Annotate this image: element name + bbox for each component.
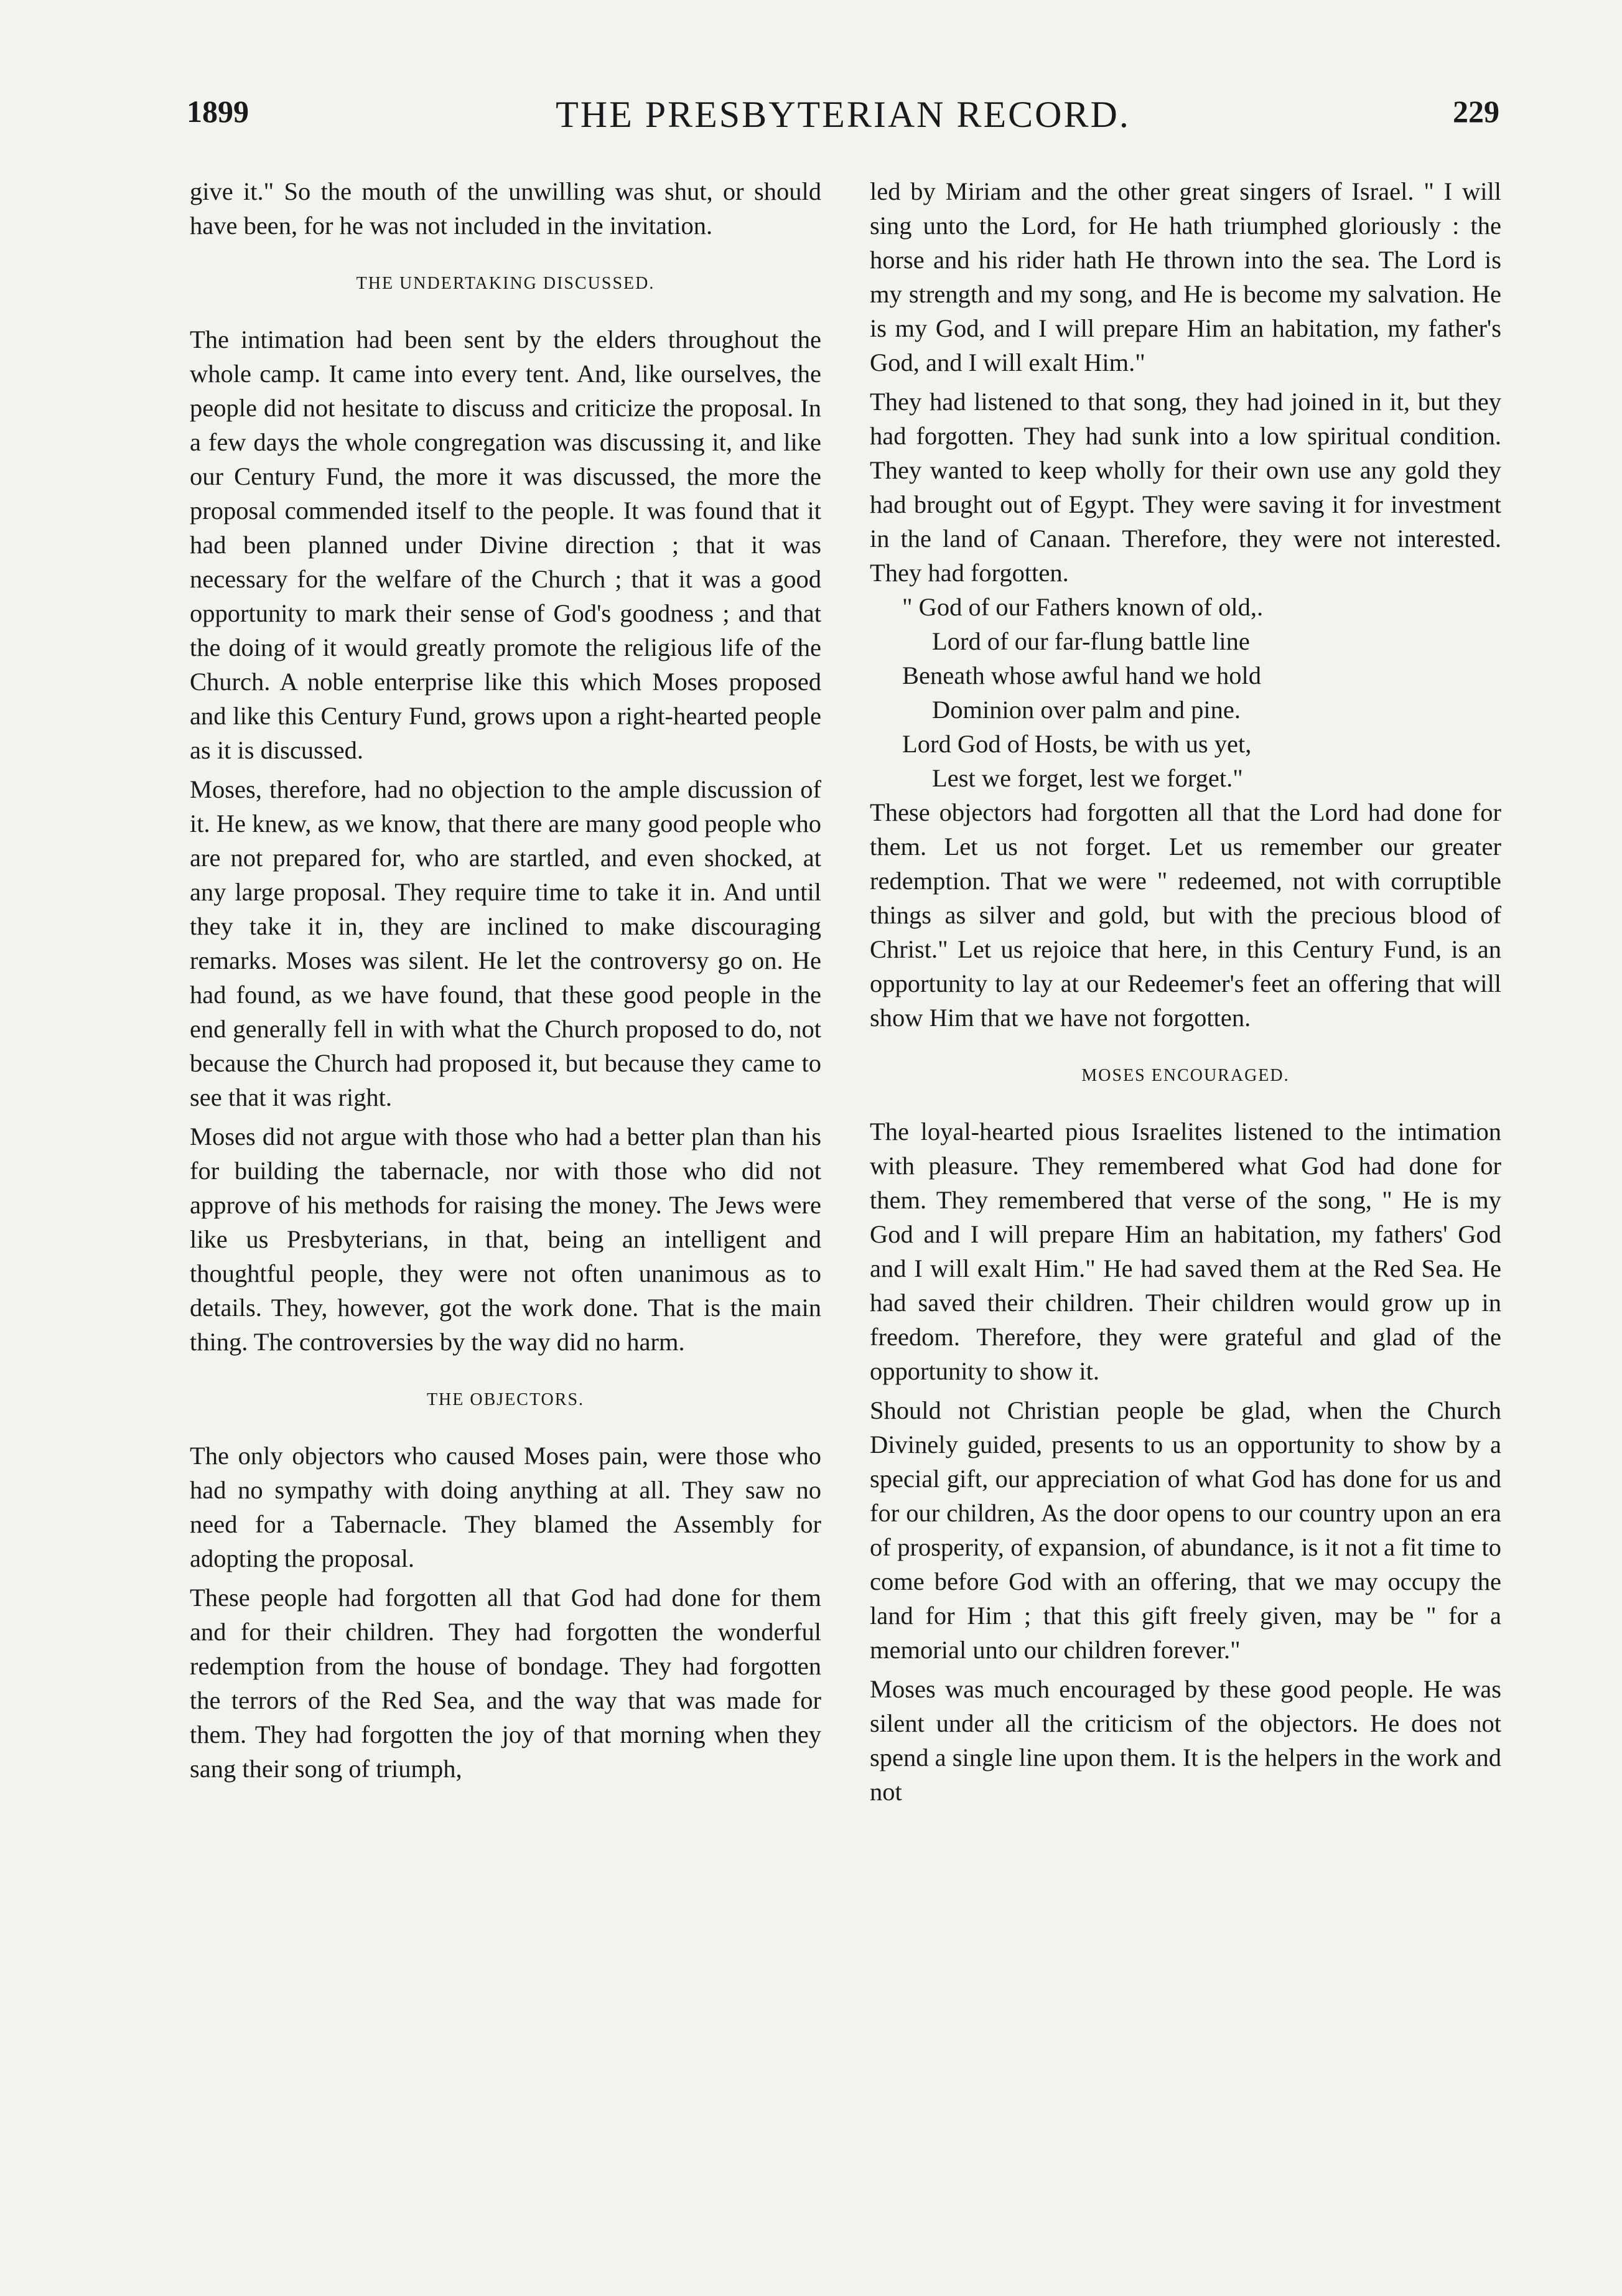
- poem-line: Lest we forget, lest we forget.": [932, 764, 1243, 792]
- header-year: 1899: [187, 94, 249, 129]
- paragraph: They had listened to that song, they had joined in it, but they had forgotten. They had sunk into a low spiritual condition. They wanted to keep wholly for their own use any gold they had brought out of Egypt. They were saving it for investment in the land of Canaan. Therefore, they were not interested. They had forgotten.: [870, 388, 1501, 587]
- paragraph: Should not Christian people be glad, when the Church Divinely guided, presents to us an opportunity to show by a special gift, our appreciation of what God has done for us and for our children, As the door opens to our country upon an era of prosperity, of expansion, of abundance, is it not a fit time to come before God with an offering, that we may occupy the land for Him ; that this gift freely given, may be " for a memorial unto our children forever.": [870, 1396, 1501, 1664]
- paragraph: Moses did not argue with those who had a better plan than his for building the tabernacle, nor with those who did not approve of his methods for raising the money. The Jews were like us Presbyterians, in that, being an intelligent and thoughtful people, they were not often unanimous as to details. They, however, got the work done. That is the main thing. The controversies by the way did no harm.: [190, 1122, 821, 1356]
- paragraph: led by Miriam and the other great singers of Israel. " I will sing unto the Lord, for He hath triumphed gloriously : the horse and his rider hath He thrown into the sea. The Lord is my strength and my song, and He is become my salvation. He is my God, and I will prepare Him an habitation, my father's God, and I will exalt Him.": [870, 177, 1501, 376]
- section-heading-moses-encouraged: MOSES ENCOURAGED.: [1081, 1066, 1290, 1085]
- poem-line: " God of our Fathers known of old,.: [902, 593, 1264, 621]
- page-number: 229: [1453, 94, 1499, 129]
- publication-title: THE PRESBYTERIAN RECORD.: [556, 94, 1130, 135]
- poem-line: Dominion over palm and pine.: [932, 696, 1241, 724]
- poem-line: Beneath whose awful hand we hold: [902, 661, 1261, 689]
- poem-line: Lord of our far-flung battle line: [932, 627, 1250, 655]
- poem-quote: [870, 590, 1501, 795]
- section-heading-undertaking: THE UNDERTAKING DISCUSSED.: [356, 274, 655, 293]
- page-header: [187, 93, 1499, 149]
- paragraph: The loyal-hearted pious Israelites listened to the intimation with pleasure. They remembered what God had done for them. They remembered that verse of the song, " He is my God and I will prepare Him an habitation, my fathers' God and I will exalt Him." He had saved them at the Red Sea. He had saved their children. Their children would grow up in freedom. Therefore, they were grateful and glad of the opportunity to show it.: [870, 1118, 1501, 1385]
- opening-text: give it." So the mouth of the unwilling was shut, or should have been, for he was not included in the invitation.: [190, 177, 821, 240]
- paragraph: These people had forgotten all that God had done for them and for their children. They had forgotten the wonderful redemption from the house of bondage. They had forgotten the terrors of the Red Sea, and the way that was made for them. They had forgotten the joy of that morning when they sang their song of triumph,: [190, 1584, 821, 1783]
- poem-line: Lord God of Hosts, be with us yet,: [902, 730, 1252, 758]
- paragraph: Moses was much encouraged by these good people. He was silent under all the criticism of the objectors. He does not spend a single line upon them. It is the helpers in the work and not: [870, 1675, 1501, 1806]
- paragraph: Moses, therefore, had no objection to the ample discussion of it. He knew, as we know, that there are many good people who are not prepared for, who are startled, and even shocked, at any large proposal. They require time to take it in. And until they take it in, they are inclined to make discouraging remarks. Moses was silent. He let the controversy go on. He had found, as we have found, that these good people in the end generally fell in with what the Church proposed to do, not because the Church had proposed it, but because they came to see that it was right.: [190, 775, 821, 1111]
- paragraph: The only objectors who caused Moses pain, were those who had no sympathy with doing anything at all. They saw no need for a Tabernacle. They blamed the Assembly for adopting the proposal.: [190, 1442, 821, 1572]
- left-column: [190, 174, 821, 1786]
- right-column: [870, 174, 1501, 1809]
- paragraph: These objectors had forgotten all that the Lord had done for them. Let us not forget. Let us remember our greater redemption. That we were " redeemed, not with corruptible things as silver and gold, but with the precious blood of Christ." Let us rejoice that here, in this Century Fund, is an opportunity to lay at our Redeemer's feet an offering that will show Him that we have not forgotten.: [870, 798, 1501, 1032]
- paragraph: The intimation had been sent by the elders throughout the whole camp. It came into every tent. And, like ourselves, the people did not hesitate to discuss and criticize the proposal. In a few days the whole congregation was discussing it, and like our Century Fund, the more it was discussed, the more the proposal commended itself to the people. It was found that it had been planned under Divine direction ; that it was necessary for the welfare of the Church ; that it was a good opportunity to mark their sense of God's goodness ; and that the doing of it would greatly promote the religious life of the Church. A noble enterprise like this which Moses proposed and like this Century Fund, grows upon a right-hearted people as it is discussed.: [190, 325, 821, 764]
- section-heading-objectors: THE OBJECTORS.: [426, 1390, 585, 1409]
